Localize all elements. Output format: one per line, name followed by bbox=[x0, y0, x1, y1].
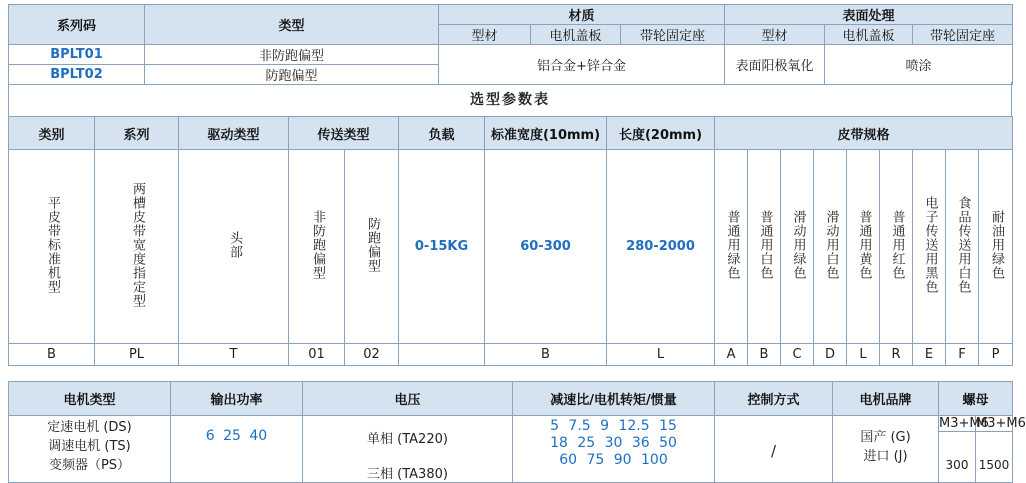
code-load-empty bbox=[399, 344, 485, 366]
belt-spec: 滑动用绿色 bbox=[790, 209, 806, 280]
params-table bbox=[8, 116, 1013, 366]
sub-motor-cover: 电机盖板 bbox=[531, 25, 621, 45]
hdr-voltage: 电压 bbox=[303, 382, 513, 416]
motor-type: 定速电机 (DS) bbox=[47, 420, 132, 435]
hdr-transmission: 传送类型 bbox=[289, 117, 399, 150]
voltage-single: 单相 (TA220) bbox=[367, 432, 448, 447]
sub-profile: 型材 bbox=[439, 25, 531, 45]
series-code: BPLT02 bbox=[9, 65, 145, 85]
hdr-load: 负载 bbox=[399, 117, 485, 150]
sub-pulley-seat: 带轮固定座 bbox=[621, 25, 725, 45]
series-type: 防跑偏型 bbox=[145, 65, 439, 85]
sub-motor-cover: 电机盖板 bbox=[825, 25, 913, 45]
nut-value: 300 bbox=[945, 458, 969, 472]
nut-value: 1500 bbox=[978, 458, 1010, 472]
code-category: B bbox=[9, 344, 95, 366]
load-value: 0-15KG bbox=[399, 150, 485, 344]
material-value: 铝合金+锌合金 bbox=[439, 45, 725, 85]
hdr-width: 标准宽度(10mm) bbox=[485, 117, 607, 150]
sub-profile: 型材 bbox=[725, 25, 825, 45]
belt-spec: 滑动用白色 bbox=[823, 209, 839, 280]
belt-spec: 普通用黄色 bbox=[856, 209, 872, 280]
code-belt: F bbox=[946, 344, 979, 366]
hdr-power: 输出功率 bbox=[171, 382, 303, 416]
length-value: 280-2000 bbox=[607, 150, 715, 344]
voltage-three: 三相 (TA380) bbox=[367, 467, 448, 482]
code-width: B bbox=[485, 344, 607, 366]
code-belt: D bbox=[814, 344, 847, 366]
params-title: 选型参数表 bbox=[8, 82, 1012, 116]
ratio-line: 5 7.5 9 12.5 15 bbox=[550, 418, 677, 434]
series-desc: 两槽皮带宽度指定型 bbox=[129, 181, 145, 308]
brand-import: 进口 (J) bbox=[863, 449, 908, 464]
hdr-brand: 电机品牌 bbox=[833, 382, 939, 416]
belt-spec: 普通用绿色 bbox=[724, 209, 740, 280]
code-length: L bbox=[607, 344, 715, 366]
control-value: / bbox=[715, 416, 833, 483]
code-drive: T bbox=[179, 344, 289, 366]
code-belt: B bbox=[748, 344, 781, 366]
hdr-length: 长度(20mm) bbox=[607, 117, 715, 150]
code-belt: P bbox=[979, 344, 1013, 366]
hdr-motor-type: 电机类型 bbox=[9, 382, 171, 416]
belt-spec: 普通用红色 bbox=[889, 209, 905, 280]
col-material: 材质 bbox=[439, 5, 725, 25]
hdr-control: 控制方式 bbox=[715, 382, 833, 416]
surface-other: 喷涂 bbox=[825, 45, 1013, 85]
belt-spec: 食品传送用白色 bbox=[955, 195, 971, 294]
code-belt: R bbox=[880, 344, 913, 366]
code-belt: A bbox=[715, 344, 748, 366]
code-series: PL bbox=[95, 344, 179, 366]
category-desc: 平皮带标准机型 bbox=[44, 195, 60, 294]
code-belt: E bbox=[913, 344, 946, 366]
width-value: 60-300 bbox=[485, 150, 607, 344]
drive-desc: 头部 bbox=[226, 230, 242, 259]
nut-spec: M3+M6 bbox=[939, 416, 989, 431]
trans-anti-deviation: 防跑偏型 bbox=[364, 216, 380, 273]
motor-type: 变频器（PS） bbox=[48, 458, 131, 473]
code-trans2: 02 bbox=[345, 344, 399, 366]
hdr-nut: 螺母 bbox=[939, 382, 1013, 416]
trans-non-deviation: 非防跑偏型 bbox=[309, 209, 325, 280]
series-code: BPLT01 bbox=[9, 45, 145, 65]
code-belt: C bbox=[781, 344, 814, 366]
brand-domestic: 国产 (G) bbox=[860, 430, 911, 445]
code-belt: L bbox=[847, 344, 880, 366]
ratio-line: 60 75 90 100 bbox=[559, 452, 668, 468]
col-series-code: 系列码 bbox=[9, 5, 145, 45]
col-surface: 表面处理 bbox=[725, 5, 1013, 25]
motor-type: 调速电机 (TS) bbox=[48, 439, 131, 454]
sub-pulley-seat: 带轮固定座 bbox=[913, 25, 1013, 45]
ratio-line: 18 25 30 36 50 bbox=[550, 435, 677, 451]
col-type: 类型 bbox=[145, 5, 439, 45]
hdr-belt: 皮带规格 bbox=[715, 117, 1013, 150]
belt-spec: 电子传送用黑色 bbox=[922, 195, 938, 294]
motor-table bbox=[8, 381, 1026, 483]
hdr-series: 系列 bbox=[95, 117, 179, 150]
code-trans1: 01 bbox=[289, 344, 345, 366]
surface-profile: 表面阳极氧化 bbox=[725, 45, 825, 85]
power-value: 6 25 40 bbox=[171, 416, 303, 483]
hdr-drive: 驱动类型 bbox=[179, 117, 289, 150]
series-type: 非防跑偏型 bbox=[145, 45, 439, 65]
nut-spec: M3+M6 bbox=[976, 416, 1026, 431]
belt-spec: 普通用白色 bbox=[757, 209, 773, 280]
belt-spec: 耐油用绿色 bbox=[988, 209, 1004, 280]
hdr-category: 类别 bbox=[9, 117, 95, 150]
series-table bbox=[8, 4, 1013, 85]
hdr-ratio: 减速比/电机转矩/惯量 bbox=[513, 382, 715, 416]
